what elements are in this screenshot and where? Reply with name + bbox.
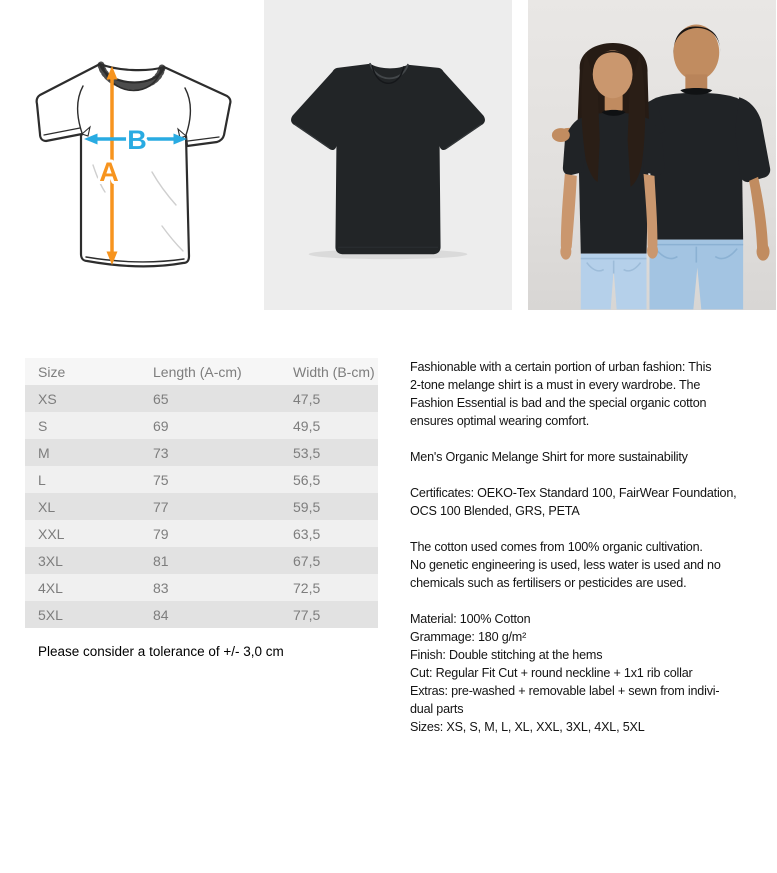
man-hand-on-shoulder: [552, 128, 570, 142]
table-cell: XXL: [38, 525, 65, 542]
table-cell: 5XL: [38, 606, 63, 623]
woman-model: [560, 43, 664, 309]
description-line: Grammage: 180 g/m²: [410, 630, 527, 644]
description-line: 2-tone melange shirt is a must in every wardrobe. The: [410, 378, 701, 392]
black-tshirt-flat-drawing: [264, 0, 512, 310]
table-header-cell: Size: [38, 363, 66, 380]
product-description: [410, 358, 770, 754]
table-cell: 67,5: [293, 552, 321, 569]
table-row: [25, 493, 378, 520]
table-cell: 47,5: [293, 390, 321, 407]
description-line: Material: 100% Cotton: [410, 612, 531, 626]
product-flat-photo[interactable]: [264, 0, 512, 310]
table-row: [25, 385, 378, 412]
label-b: B: [127, 125, 147, 155]
description-line: Fashionable with a certain portion of urban fashion: This: [410, 360, 712, 374]
table-cell: L: [38, 471, 46, 488]
table-cell: XS: [38, 390, 57, 407]
table-row: [25, 412, 378, 439]
description-paragraph: [410, 610, 770, 736]
measurement-diagram-image[interactable]: [0, 0, 248, 310]
table-cell: 77: [153, 498, 169, 515]
tshirt-outline: [37, 64, 231, 266]
description-line: The cotton used comes from 100% organic cultivation.: [410, 540, 703, 554]
description-line: chemicals such as fertilisers or pesticides are used.: [410, 576, 687, 590]
table-cell: 65: [153, 390, 169, 407]
size-chart-column: [25, 358, 378, 659]
table-cell: 63,5: [293, 525, 321, 542]
table-cell: 75: [153, 471, 169, 488]
table-row: [25, 547, 378, 574]
table-row: [25, 520, 378, 547]
description-line: Fashion Essential is bad and the special organic cotton: [410, 396, 707, 410]
table-cell: 4XL: [38, 579, 63, 596]
table-cell: 53,5: [293, 444, 321, 461]
table-header-row: [25, 358, 378, 385]
description-line: No genetic engineering is used, less water is used and no: [410, 558, 721, 572]
table-cell: XL: [38, 498, 56, 515]
description-paragraph: [410, 484, 770, 520]
table-header-cell: Length (A-cm): [153, 363, 242, 380]
table-row: [25, 574, 378, 601]
table-cell: 73: [153, 444, 169, 461]
table-cell: 84: [153, 606, 169, 623]
description-line: Finish: Double stitching at the hems: [410, 648, 603, 662]
table-cell: S: [38, 417, 48, 434]
description-line: OCS 100 Blended, GRS, PETA: [410, 504, 580, 518]
description-line: Extras: pre-washed + removable label + sewn from indivi-: [410, 684, 720, 698]
table-cell: 49,5: [293, 417, 321, 434]
tshirt-measurement-drawing: [0, 0, 248, 310]
description-line: Cut: Regular Fit Cut + round neckline + 1x1 rib collar: [410, 666, 693, 680]
label-a: A: [99, 157, 119, 187]
table-cell: 59,5: [293, 498, 321, 515]
table-cell: 56,5: [293, 471, 321, 488]
black-shirt-body: [291, 64, 485, 254]
table-cell: 69: [153, 417, 169, 434]
table-cell: 79: [153, 525, 169, 542]
description-paragraph: [410, 448, 770, 466]
table-row: [25, 601, 378, 628]
size-chart-table: [25, 358, 378, 628]
table-row: [25, 466, 378, 493]
table-cell: 83: [153, 579, 169, 596]
tolerance-note: Please consider a tolerance of +/- 3,0 cm: [38, 644, 284, 659]
table-cell: 72,5: [293, 579, 321, 596]
description-line: Certificates: OEKO-Tex Standard 100, FairWear Foundation,: [410, 486, 737, 500]
models-illustration: [528, 0, 776, 310]
description-line: dual parts: [410, 702, 464, 716]
table-body: [25, 385, 378, 628]
table-row: [25, 439, 378, 466]
table-cell: 77,5: [293, 606, 321, 623]
size-and-description-section: [0, 358, 777, 754]
table-cell: 81: [153, 552, 169, 569]
description-paragraph: [410, 538, 770, 592]
description-paragraph: [410, 358, 770, 430]
description-line: ensures optimal wearing comfort.: [410, 414, 590, 428]
product-image-gallery: [0, 0, 777, 310]
description-line: Sizes: XS, S, M, L, XL, XXL, 3XL, 4XL, 5XL: [410, 720, 645, 734]
table-cell: M: [38, 444, 50, 461]
table-cell: 3XL: [38, 552, 63, 569]
models-photo[interactable]: [528, 0, 776, 310]
description-line: Men's Organic Melange Shirt for more sustainability: [410, 450, 688, 464]
table-header-cell: Width (B-cm): [293, 363, 375, 380]
